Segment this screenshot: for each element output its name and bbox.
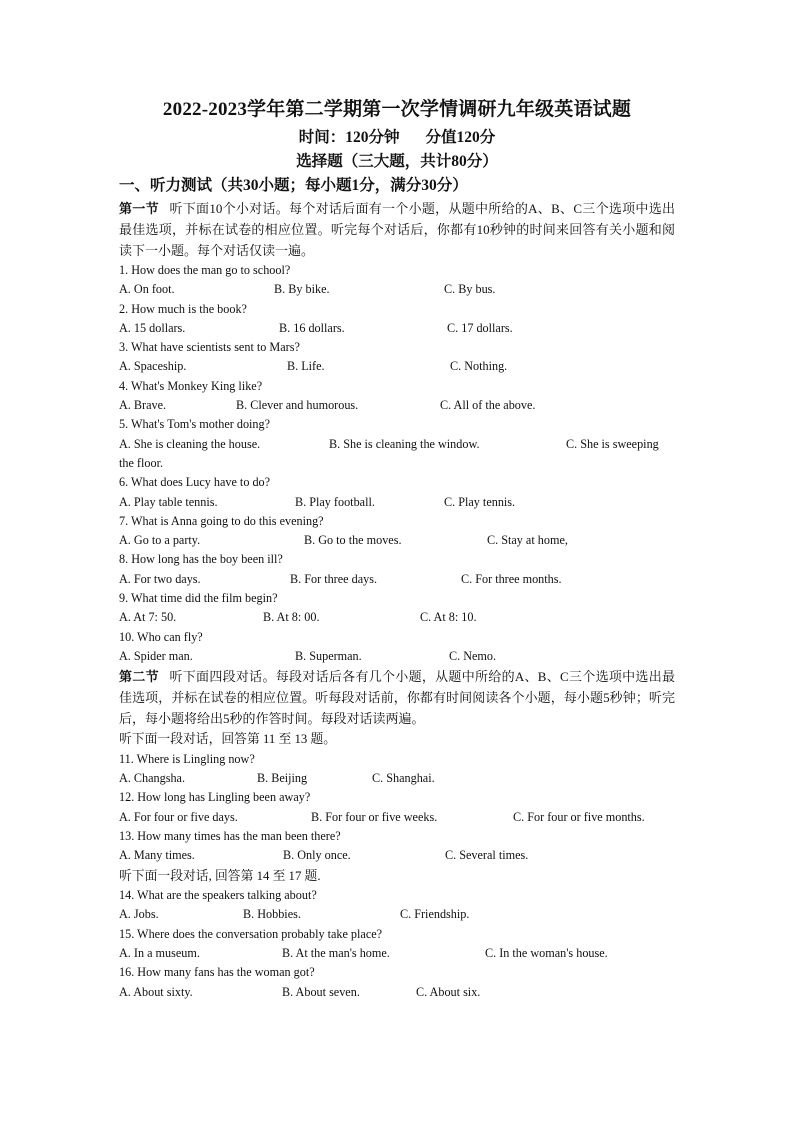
option-a: A. 15 dollars. bbox=[119, 320, 186, 335]
option-a: A. Many times. bbox=[119, 848, 195, 863]
option-b: B. Hobbies. bbox=[243, 907, 301, 922]
part1-label: 第一节 bbox=[119, 201, 159, 216]
exam-page bbox=[119, 98, 675, 1002]
part1-instructions-text: 听下面10个小对话。每个对话后面有一个小题，从题中所给的A、B、C三个选项中选出最佳选项，并标在试卷的相应位置。听完每个对话后，你都有10秒钟的时间来回答有关小题和阅读下一小题。每个对话仅读一遍。 bbox=[119, 201, 675, 258]
option-a: A. Spider man. bbox=[119, 648, 193, 663]
question-13: 13. How many times has the man been there? bbox=[119, 828, 341, 843]
option-a: A. In a museum. bbox=[119, 945, 200, 960]
option-a: A. Play table tennis. bbox=[119, 494, 218, 509]
option-b: B. At 8: 00. bbox=[263, 610, 320, 625]
option-c: C. By bus. bbox=[444, 282, 496, 297]
options-13 bbox=[119, 846, 675, 865]
option-b: B. Superman. bbox=[295, 648, 362, 663]
option-b: B. Play football. bbox=[295, 494, 375, 509]
part2-instructions-text: 听下面四段对话。每段对话后各有几个小题，从题中所给的A、B、C三个选项中选出最佳选项，并标在试卷的相应位置。听每段对话前，你都有时间阅读各个小题，每小题5秒钟；听完后，每小题将给出5秒的作答时间。每段对话读两遍。 bbox=[119, 669, 675, 727]
question-7: 7. What is Anna going to do this evening? bbox=[119, 513, 324, 528]
option-b: B. Go to the moves. bbox=[304, 533, 402, 548]
option-a: A. About sixty. bbox=[119, 984, 193, 999]
part1-instructions bbox=[119, 198, 675, 261]
option-a: A. For four or five days. bbox=[119, 809, 238, 824]
option-b: B. Clever and humorous. bbox=[236, 398, 359, 413]
question-2: 2. How much is the book? bbox=[119, 301, 247, 316]
part2-instructions bbox=[119, 666, 675, 729]
option-c: C. Play tennis. bbox=[444, 494, 516, 509]
option-c: C. About six. bbox=[416, 984, 481, 999]
option-a: A. Spaceship. bbox=[119, 359, 187, 374]
options-8 bbox=[119, 570, 675, 589]
option-b: B. Only once. bbox=[283, 848, 351, 863]
option-a: A. She is cleaning the house. bbox=[119, 436, 261, 451]
option-a: A. For two days. bbox=[119, 571, 201, 586]
option-b: B. At the man's home. bbox=[282, 945, 390, 960]
group2-instruction: 听下面一段对话, 回答第 14 至 17 题. bbox=[119, 868, 321, 883]
option-b: B. For three days. bbox=[290, 571, 377, 586]
question-1: 1. How does the man go to school? bbox=[119, 263, 291, 277]
option-b: B. For four or five weeks. bbox=[311, 809, 438, 824]
options-2 bbox=[119, 319, 675, 338]
exam-score: 分值120分 bbox=[425, 129, 496, 146]
question-3: 3. What have scientists sent to Mars? bbox=[119, 340, 300, 355]
option-a: A. Changsha. bbox=[119, 771, 186, 786]
option-c: C. She is sweeping bbox=[566, 436, 659, 451]
question-12: 12. How long has Lingling been away? bbox=[119, 790, 311, 805]
options-1 bbox=[119, 280, 675, 299]
option-a: A. Jobs. bbox=[119, 907, 159, 922]
option-b: B. 16 dollars. bbox=[279, 320, 345, 335]
question-16: 16. How many fans has the woman got? bbox=[119, 965, 315, 980]
option-c: C. Nemo. bbox=[449, 648, 497, 663]
option-c: C. In the woman's house. bbox=[485, 945, 608, 960]
part-heading: 选择题（三大题，共计80分） bbox=[296, 153, 498, 170]
option-c: C. For three months. bbox=[461, 571, 562, 586]
option-c: C. Nothing. bbox=[450, 359, 508, 374]
group1-instruction: 听下面一段对话，回答第 11 至 13 题。 bbox=[119, 732, 337, 747]
option-a: A. On foot. bbox=[119, 282, 175, 297]
option-c: C. Shanghai. bbox=[372, 771, 435, 786]
options-4 bbox=[119, 396, 675, 415]
options-9 bbox=[119, 608, 675, 627]
option-b: B. She is cleaning the window. bbox=[329, 436, 480, 451]
option-c-continued: the floor. bbox=[119, 455, 164, 470]
options-15 bbox=[119, 944, 675, 963]
exam-title: 2022-2023学年第二学期第一次学情调研九年级英语试题 bbox=[162, 99, 632, 120]
option-c: C. All of the above. bbox=[440, 398, 536, 413]
question-4: 4. What's Monkey King like? bbox=[119, 378, 263, 393]
group2-question-list bbox=[119, 886, 675, 1002]
option-b: B. About seven. bbox=[282, 984, 360, 999]
options-10 bbox=[119, 647, 675, 666]
exam-meta bbox=[119, 128, 675, 148]
part1-question-list bbox=[119, 261, 675, 666]
part2-label: 第二节 bbox=[119, 669, 159, 685]
options-12 bbox=[119, 808, 675, 827]
option-a: A. Brave. bbox=[119, 398, 167, 413]
question-15: 15. Where does the conversation probably take place? bbox=[119, 926, 383, 941]
option-b: B. Life. bbox=[287, 359, 325, 374]
question-9: 9. What time did the film begin? bbox=[119, 591, 278, 606]
options-3 bbox=[119, 357, 675, 376]
question-10: 10. Who can fly? bbox=[119, 629, 203, 644]
question-14: 14. What are the speakers talking about? bbox=[119, 888, 317, 903]
option-a: A. Go to a party. bbox=[119, 533, 201, 548]
group1-question-list bbox=[119, 750, 675, 866]
options-11 bbox=[119, 769, 675, 788]
question-5: 5. What's Tom's mother doing? bbox=[119, 417, 271, 432]
options-16 bbox=[119, 983, 675, 1002]
options-14 bbox=[119, 905, 675, 924]
option-c: C. 17 dollars. bbox=[447, 320, 513, 335]
option-a: A. At 7: 50. bbox=[119, 610, 177, 625]
option-b: B. Beijing bbox=[257, 771, 308, 786]
options-5 bbox=[119, 435, 675, 454]
options-6 bbox=[119, 493, 675, 512]
option-c: C. Friendship. bbox=[400, 907, 470, 922]
exam-time: 时间：120分钟 bbox=[298, 129, 400, 146]
option-c: C. For four or five months. bbox=[513, 809, 645, 824]
question-6: 6. What does Lucy have to do? bbox=[119, 475, 271, 490]
options-7 bbox=[119, 531, 675, 550]
option-c: C. Stay at home, bbox=[487, 533, 568, 548]
question-8: 8. How long has the boy been ill? bbox=[119, 552, 283, 567]
option-c: C. Several times. bbox=[445, 848, 529, 863]
option-b: B. By bike. bbox=[274, 282, 330, 297]
option-c: C. At 8: 10. bbox=[420, 610, 477, 625]
section-heading: 一、听力测试（共30小题；每小题1分，满分30分） bbox=[119, 177, 468, 194]
question-11: 11. Where is Lingling now? bbox=[119, 751, 255, 766]
